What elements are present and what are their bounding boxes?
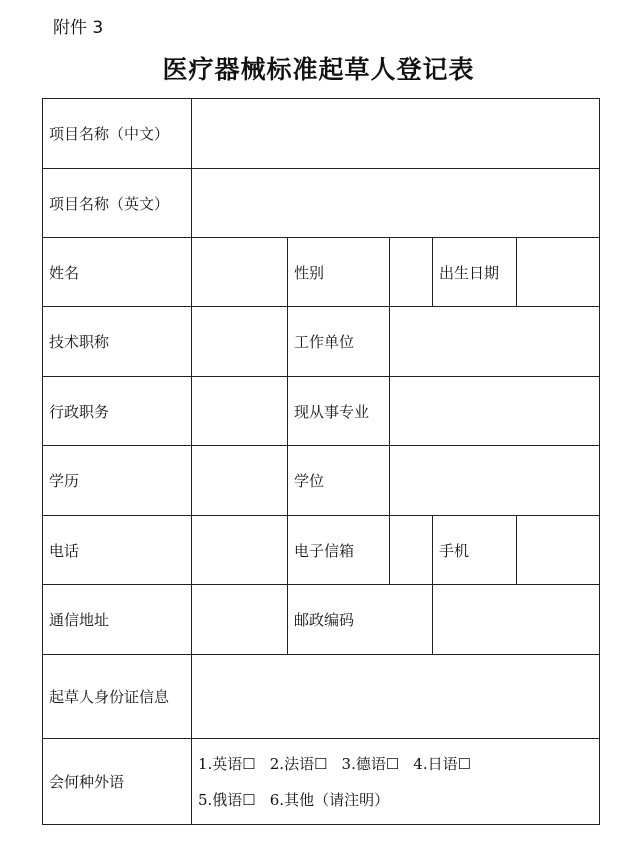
label-admin-position: 行政职务 [43,377,192,446]
label-email: 电子信箱 [288,516,390,585]
field-name[interactable] [192,238,288,307]
row-education [43,446,600,516]
label-phone: 电话 [43,516,192,585]
field-mobile[interactable] [517,516,600,585]
row-admin-position [43,377,600,446]
field-address[interactable] [192,585,288,655]
label-education: 学历 [43,446,192,516]
language-options-line-2 [198,782,593,818]
field-work-unit[interactable] [390,307,600,377]
language-options-line-1 [198,746,593,782]
language-options [192,739,600,825]
field-current-major[interactable] [390,377,600,446]
row-address [43,585,600,655]
option-german[interactable]: 3.德语☐ [341,754,400,773]
field-postal-code[interactable] [433,585,600,655]
option-japanese[interactable]: 4.日语☐ [413,754,472,773]
label-degree: 学位 [288,446,390,516]
label-project-name-en: 项目名称（英文） [43,169,192,238]
field-birth-date[interactable] [517,238,600,307]
label-mobile: 手机 [433,516,517,585]
label-work-unit: 工作单位 [288,307,390,377]
label-id-info: 起草人身份证信息 [43,655,192,739]
row-phone [43,516,600,585]
label-languages: 会何种外语 [43,739,192,825]
field-education[interactable] [192,446,288,516]
row-languages [43,739,600,825]
field-id-info[interactable] [192,655,600,739]
option-french[interactable]: 2.法语☐ [269,754,328,773]
label-postal-code: 邮政编码 [288,585,433,655]
registration-form [42,98,600,825]
field-project-name-en[interactable] [192,169,600,238]
option-english[interactable]: 1.英语☐ [198,754,256,773]
row-id-info [43,655,600,739]
option-russian[interactable]: 5.俄语☐ [198,790,256,809]
label-project-name-cn: 项目名称（中文） [43,99,192,169]
row-project-name-cn [43,99,600,169]
label-address: 通信地址 [43,585,192,655]
row-tech-title [43,307,600,377]
field-admin-position[interactable] [192,377,288,446]
field-gender[interactable] [390,238,433,307]
label-name: 姓名 [43,238,192,307]
field-email[interactable] [390,516,433,585]
field-degree[interactable] [390,446,600,516]
field-project-name-cn[interactable] [192,99,600,169]
label-birth-date: 出生日期 [433,238,517,307]
attachment-label: 附件 3 [53,18,104,38]
label-tech-title: 技术职称 [43,307,192,377]
label-current-major: 现从事专业 [288,377,390,446]
row-project-name-en [43,169,600,238]
form-title: 医疗器械标准起草人登记表 [162,55,475,84]
field-tech-title[interactable] [192,307,288,377]
row-name [43,238,600,307]
label-gender: 性别 [288,238,390,307]
option-other[interactable]: 6.其他（请注明） [269,790,390,809]
field-phone[interactable] [192,516,288,585]
